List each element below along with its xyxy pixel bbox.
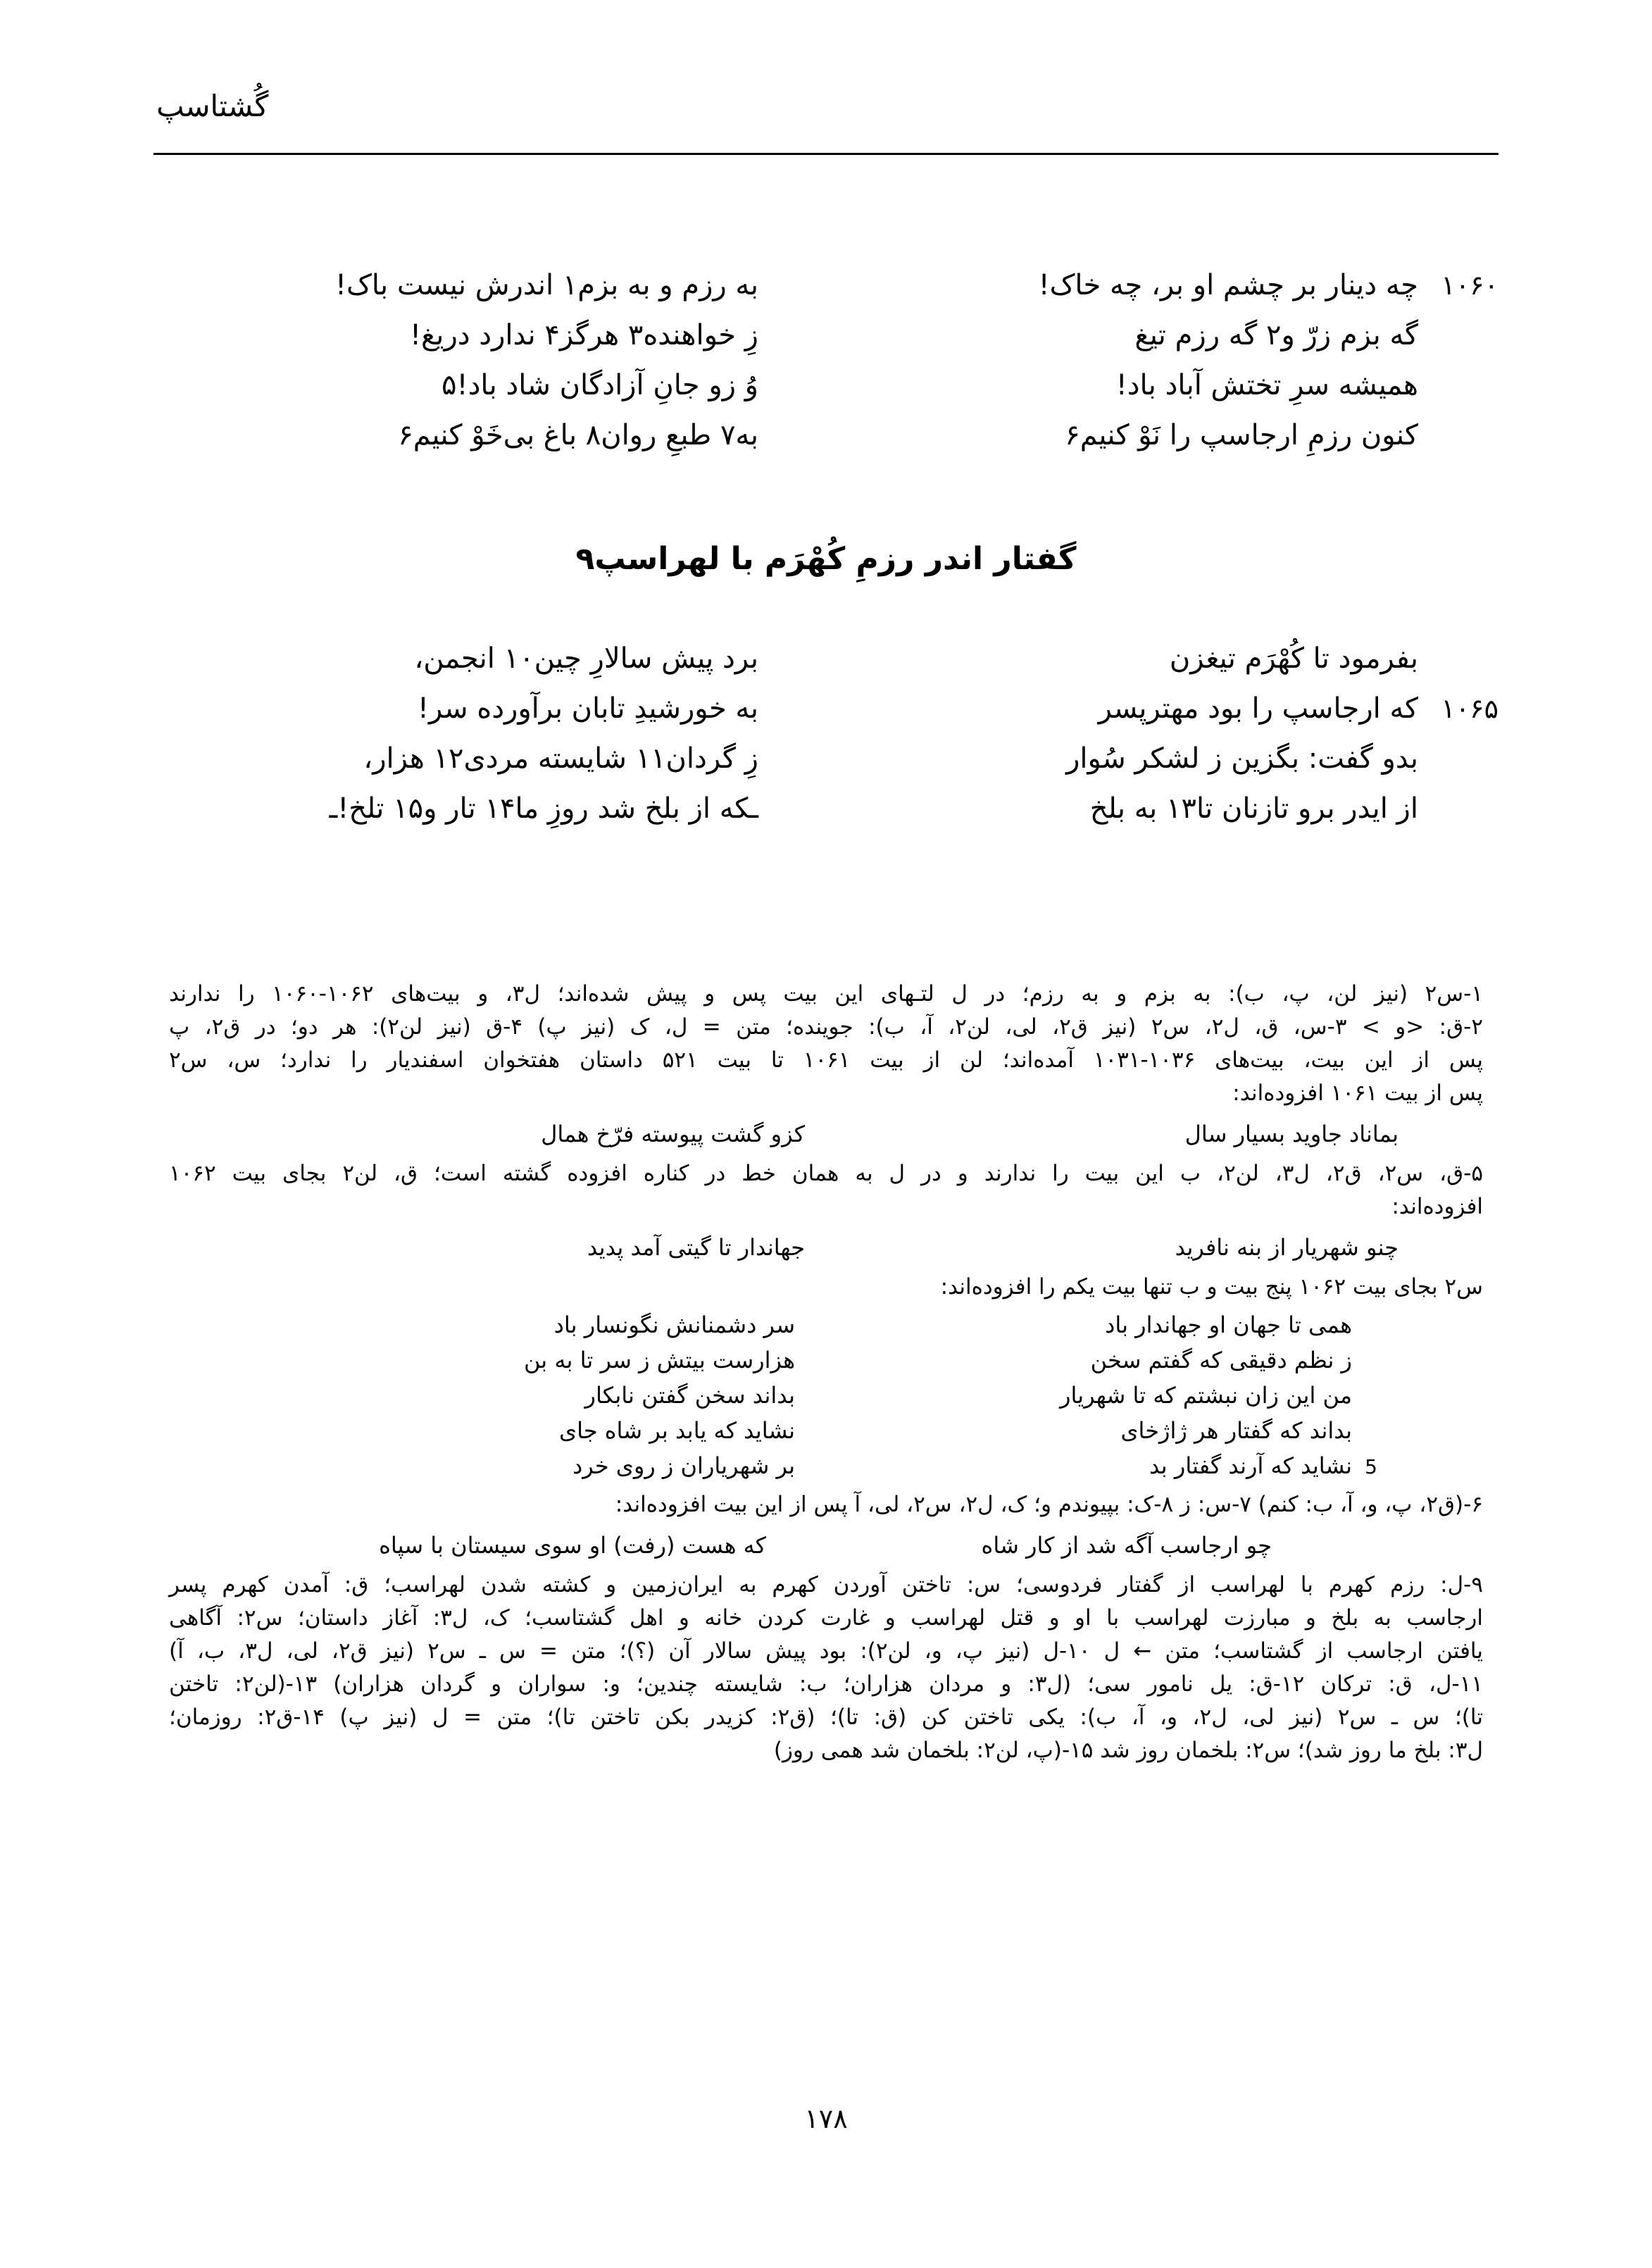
inset-verse-3 (169, 1528, 1483, 1563)
verse-block-bottom (154, 642, 1498, 842)
inset-hemistich-second-text: نشاید که یابد بر شاه جای (559, 1417, 795, 1445)
inset-hemistich-second-text: هزارست بیتش ز سر تا به بن (523, 1347, 795, 1374)
verse-block-top (154, 269, 1498, 469)
inset-hemistich-second-text: که هست (رفت) او سوی سیستان با سپاه (379, 1532, 766, 1559)
inset-verse-line (303, 1343, 1377, 1378)
hemistich-first: چه دینار بر چشم او بر، چه خاک! (1038, 269, 1418, 301)
inset-verse-line (303, 1378, 1377, 1414)
inset-hemistich-first (840, 1117, 1398, 1152)
note-5-cont: افزوده‌اند: (1391, 1194, 1483, 1220)
inset-hemistich-first (827, 1378, 1352, 1413)
inset-hemistich-first-text: نشاید که آرند گفتار بد (1149, 1452, 1352, 1480)
note-5-cont2: س۲ بجای بیت ۱۰۶۲ پنج بیت و ب تنها بیت یکم را افزوده‌اند: (940, 1273, 1483, 1300)
inset-hemistich-first-text: چو ارجاسب آگه شد از کار شاه (981, 1532, 1272, 1559)
note-13-cont: تا)؛ س ـ س۲ (نیز لی، ل۲، و، آ، ب): یکی تاختن کن (ق: تا)؛ (ق۲: کزیدر بکن تاختن تا)؛ متن = ل (نیز پ) ۱۴-ق۲: روزمان؛ (169, 1705, 1483, 1731)
inset-hemistich-second-text: بر شهریاران ز روی خرد (572, 1452, 795, 1480)
hemistich-second: ـکه از بلخ شد روزِ ما۱۴ تار و۱۵ تلخ!ـ (329, 792, 758, 825)
header-divider (154, 153, 1498, 155)
inset-hemistich-first (827, 1414, 1352, 1448)
inset-verse-line (303, 1414, 1377, 1449)
note-11-13: ۱۱-ل، ق: ترکان ۱۲-ق: یل نامور سی؛ (ل۳: و مردان هزاران؛ ب: شایسته چندین؛ و: سواران و گردان هزاران) ۱۳-(لن۲: تاختن (169, 1671, 1483, 1697)
inset-hemistich-second-text: بداند سخن گفتن نابکار (584, 1382, 795, 1409)
verse-line (154, 269, 1498, 319)
inset-hemistich-second (282, 1230, 840, 1265)
section-heading: گفتار اندر رزمِ کُهْرَم با لهراسپ۹ (575, 541, 1077, 577)
inset-verse-number: 5 (1365, 1455, 1377, 1479)
verse-line (154, 369, 1498, 419)
hemistich-second: برد پیش سالارِ چین۱۰ انجمن، (414, 642, 758, 675)
inset-hemistich-second (303, 1343, 827, 1378)
inset-hemistich-second-text: جهاندار تا گیتی آمد پدید (587, 1234, 805, 1261)
inset-verse-line (303, 1308, 1377, 1343)
inset-hemistich-first (827, 1449, 1352, 1483)
inset-hemistich-first-text: بماناد جاوید بسیار سال (1184, 1121, 1398, 1148)
inset-verse-1 (169, 1117, 1483, 1152)
running-header (154, 89, 1498, 155)
note-5: ۵-ق، س۲، ق۲، ل۳، لن۲، ب این بیت را ندارند و در ل به همان خط در کناره افزوده گشته است؛ ق، لن۲ بجای بیت ۱۰۶۲ (169, 1161, 1484, 1187)
hemistich-second: زِ خواهنده۳ هرگز۴ ندارد دریغ! (409, 319, 758, 351)
inset-hemistich-second (303, 1378, 827, 1413)
verse-line (154, 792, 1498, 842)
inset-hemistich-second (303, 1308, 827, 1342)
folio-number: ۱۷۸ (804, 2103, 848, 2134)
inset-hemistich-first (801, 1528, 1272, 1563)
inset-hemistich-first-text: من این زان نبشتم که تا شهریار (1060, 1382, 1352, 1409)
page-title: گُشتاسپ (156, 89, 269, 123)
hemistich-first: بفرمود تا کُهْرَم تیغزن (1169, 642, 1418, 675)
verse-line (154, 692, 1498, 742)
hemistich-second: وُ زو جانِ آزادگان شاد باد!۵ (442, 369, 758, 401)
hemistich-first: از ایدر برو تازنان تا۱۳ به بلخ (1089, 792, 1418, 825)
note-6-8: ۶-(ق۲، پ، و، آ، ب: کنم) ۷-س: ز ۸-ک: بپیوندم و؛ ک، ل۲، س۲، لی، آ پس از این بیت افزوده‌اند: (615, 1492, 1483, 1518)
hemistich-first: کنون رزمِ ارجاسپ را نَوْ کنیم۶ (1065, 419, 1418, 451)
inset-hemistich-first-text: چنو شهریار از بنه نافرید (1175, 1234, 1398, 1261)
bayt-number: ۱۰۶۰ (1441, 270, 1498, 301)
hemistich-first: بدو گفت: بگزین ز لشکر سُوار (1066, 742, 1418, 775)
hemistich-second: به رزم و به بزم۱ اندرش نیست باک! (334, 269, 758, 301)
verse-line (154, 319, 1498, 369)
note-14-cont: ل۳: بلخ ما روز شد)؛ س۲: بلخمان روز شد ۱۵-(پ، لن۲: بلخمان شد همی روز) (773, 1738, 1483, 1764)
hemistich-second: به خورشیدِ تابان برآورده سر! (417, 692, 758, 725)
critical-apparatus (169, 978, 1483, 1767)
note-9-line3: یافتن ارجاسب از گشتاسب؛ متن ← ل ۱۰-ل (نیز پ، و، لن۲): بود پیش سالار آن (؟)؛ متن = س ـ س۲ (نیز ق۲، لی، ل۳، ب، آ) (169, 1638, 1484, 1664)
inset-verse-line (303, 1449, 1377, 1484)
inset-hemistich-first-text: همی تا جهان او جهاندار باد (1105, 1311, 1352, 1339)
inset-hemistich-second-text: سر دشمنانش نگونسار باد (553, 1311, 795, 1339)
hemistich-second: به۷ طبعِ روان۸ باغ بی‌خَوْ کنیم۶ (398, 419, 758, 451)
hemistich-first: همیشه سرِ تختش آباد باد! (1115, 369, 1418, 401)
note-9-line1: ۹-ل: رزم کهرم با لهراسب از گفتار فردوسی؛ س: تاختن آوردن کهرم به ایران‌زمین و کشته شدن لهراسب؛ ق: آمدن کهرم پسر (169, 1571, 1483, 1597)
hemistich-first: که ارجاسپ را بود مهترپسر (1098, 692, 1418, 725)
hemistich-second: زِ گردان۱۱ شایسته مردی۱۲ هزار، (363, 742, 758, 775)
inset-hemistich-second (303, 1414, 827, 1448)
verse-line (154, 742, 1498, 792)
inset-hemistich-second (303, 1449, 827, 1483)
hemistich-first: گه بزم زرّ و۲ گه رزم تیغ (1134, 319, 1418, 351)
inset-stanza (169, 1308, 1483, 1484)
inset-hemistich-first-text: ز نظم دقیقی که گفتم سخن (1090, 1347, 1352, 1374)
inset-hemistich-second (331, 1528, 801, 1563)
inset-hemistich-second-text: کزو گشت پیوسته فرّخ همال (541, 1121, 805, 1148)
inset-hemistich-second (282, 1117, 840, 1152)
note-2-4: ۲-ق: <و > ۳-س، ق، ل۲، س۲ (نیز ق۲، لی، لن۲، آ، ب): جوینده؛ متن = ل، ک (نیز پ) ۴-ق (نیز لن۲): هر دو؛ در ق۲، پ (169, 1014, 1483, 1040)
inset-hemistich-first-text: بداند که گفتار هر ژاژخای (1120, 1417, 1352, 1445)
inset-hemistich-first (827, 1343, 1352, 1378)
note-4-cont2: پس از بیت ۱۰۶۱ افزوده‌اند: (1232, 1080, 1483, 1107)
bayt-number: ۱۰۶۵ (1441, 693, 1498, 724)
note-4-cont: پس از این بیت، بیت‌های ۱۰۳۶-۱۰۳۱ آمده‌اند؛ لن از بیت ۱۰۶۱ تا بیت ۵۲۱ داستان هفتخوان اسفندیار را ندارد؛ س، س۲ (169, 1047, 1484, 1073)
note-1: ۱-س۲ (نیز لن، پ، ب): به بزم و به رزم؛ در ل لتـهای این بیت پس و پیش شده‌اند؛ ل۳، و بیت‌های ۱۰۶۲-۱۰۶۰ را ندارند (169, 981, 1483, 1007)
inset-hemistich-first (840, 1230, 1398, 1265)
inset-verse-2 (169, 1230, 1483, 1265)
verse-line (154, 419, 1498, 469)
note-9-line2: ارجاسب به بلخ و مبارزت لهراسب با او و قتل لهراسب و غارت کردن خانه و اهل گشتاسب؛ ک، ل۳: آغاز داستان؛ س۲: آگاهی (169, 1605, 1483, 1631)
inset-hemistich-first (827, 1308, 1352, 1342)
verse-line (154, 642, 1498, 692)
